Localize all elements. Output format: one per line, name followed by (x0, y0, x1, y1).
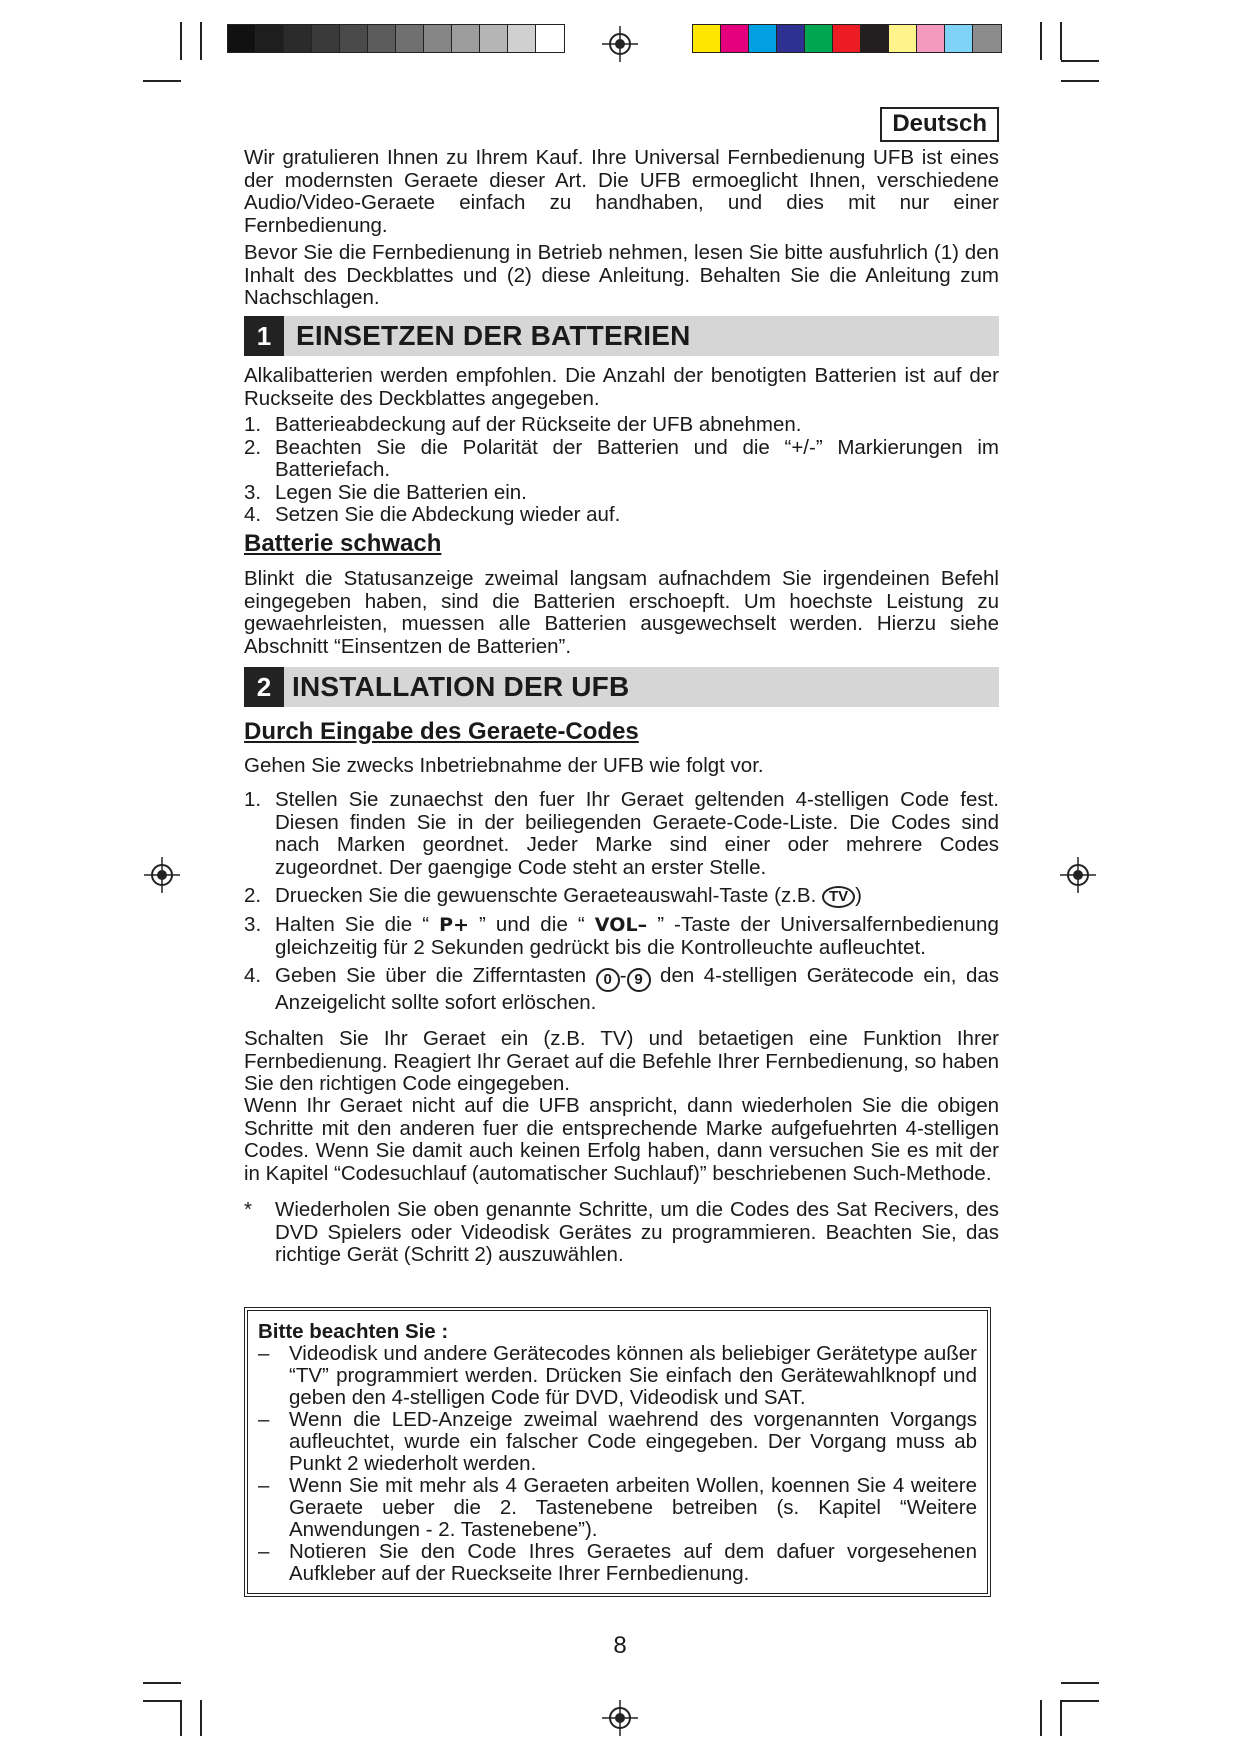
registration-target-icon (602, 1700, 638, 1736)
color-swatch (777, 25, 805, 52)
list-item: – Wenn die LED-Anzeige zweimal waehrend des vorgenannten Vorgangs aufleuchtet, wurde ein falscher Code eingegeben. Der Vorgang muss ab Punkt 2 wiederholt werden. (258, 1408, 977, 1475)
color-swatch (889, 25, 917, 52)
gray-swatch (396, 25, 424, 52)
subheading-code-entry: Durch Eingabe des Geraete-Codes (244, 718, 639, 745)
gray-swatch (480, 25, 508, 52)
list-item: 4. Geben Sie über die Zifferntasten 0 - 9 den 4-stelligen Gerätecode ein, das Anzeigelicht sollte sofort erlöschen. (244, 964, 999, 1014)
gray-swatch (228, 25, 256, 52)
installation-steps-list (244, 789, 999, 1015)
list-item: – Videodisk und andere Gerätecodes können als beliebiger Gerätetype außer “TV” programmiert werden. Drücken Sie einfach den Gerätewahlknopf und geben den 4-stelligen Code für DVD, Videodisk und SAT. (258, 1342, 977, 1409)
color-swatch (805, 25, 833, 52)
list-item: 2. Druecken Sie die gewuenschte Geraeteauswahl-Taste (z.B. TV ) (244, 884, 862, 907)
battery-low-text: Blinkt die Statusanzeige zweimal langsam aufnachdem Sie irgendeinen Befehl eingegeben haben, sind die Batterien erschoepft. Um hoechste Leistung zu gewaehrleisten, muessen alle Batterien ausgewechselt werden. Hierzu siehe Abschnitt “Einsentzen de Batterien”. (244, 567, 999, 658)
installation-paragraph: Schalten Sie Ihr Geraet ein (z.B. TV) und betaetigen eine Funktion Ihrer Fernbedienung. Reagiert Ihr Geraet auf die Befehle Ihrer Fernbedienung, so haben Sie den richtigen Code eingegeben. (244, 1027, 999, 1095)
gray-swatch (536, 25, 564, 52)
section-title: EINSETZEN DER BATTERIEN (296, 320, 691, 351)
list-item: 3. Halten Sie die “ P+ ” und die “ VOL– ” -Taste der Universalfernbedienung gleichzeitig für 2 Sekunden gedrückt bis die Kontrolleuchte aufleuchtet. (244, 913, 999, 959)
gray-swatch (368, 25, 396, 52)
color-swatch (973, 25, 1001, 52)
section-2-heading (244, 667, 999, 707)
program-plus-key-label: P+ (439, 914, 470, 936)
language-tab: Deutsch (880, 107, 999, 142)
gray-swatch (340, 25, 368, 52)
color-calibration-bars (692, 24, 1002, 53)
intro-paragraph: Bevor Sie die Fernbedienung in Betrieb nehmen, lesen Sie bitte ausfuhrlich (1) den Inhalt des Deckblattes und (2) diese Anleitung. Behalten Sie die Anleitung zum Nachschlagen. (244, 241, 999, 309)
list-item: 1. Stellen Sie zunaechst den fuer Ihr Geraet geltenden 4-stelligen Code fest. Diesen finden Sie in der beiliegenden Geraete-Code-Liste. Die Codes sind nach Marken geordnet. Jeder Marke sind einer oder mehrere Codes zugeordnet. Der gaengige Code steht an erster Stelle. (244, 788, 999, 879)
list-item: 4. Setzen Sie die Abdeckung wieder auf. (244, 503, 621, 526)
installation-paragraph: Wenn Ihr Geraet nicht auf die UFB anspricht, dann wiederholen Sie die obigen Schritte mit den anderen fuer die entsprechende Marke aufgefuehrten 4-stelligen Codes. Wenn Sie damit auch keinen Erfolg haben, dann versuchen Sie es mit der in Kapitel “Codesuchlauf (automatischer Suchlauf)” beschriebenen Such-Methode. (244, 1094, 999, 1185)
battery-steps-list (244, 414, 999, 527)
intro-paragraph: Wir gratulieren Ihnen zu Ihrem Kauf. Ihre Universal Fernbedienung UFB ist eines der modernsten Geraete dieser Art. Die UFB ermoeglicht Ihnen, verschiedene Audio/Video-Geraete einfach zu handhaben, und dies mit nur einer Fernbedienung. (244, 146, 999, 237)
list-item: – Notieren Sie den Code Ihres Geraetes auf dem dafuer vorgesehenen Aufkleber auf der Rueckseite Ihrer Fernbedienung. (258, 1540, 977, 1585)
list-item: – Wenn Sie mit mehr als 4 Geraeten arbeiten Wollen, koennen Sie 4 weitere Geraete ueber die 2. Tastenebene betreiben (s. Kapitel “Weitere Anwendungen - 2. Tastenebene”). (258, 1474, 977, 1541)
registration-target-icon (144, 857, 180, 893)
digit-nine-key-icon: 9 (627, 968, 651, 992)
color-swatch (917, 25, 945, 52)
list-item: 1. Batterieabdeckung auf der Rückseite der UFB abnehmen. (244, 413, 802, 436)
volume-minus-key-label: VOL– (594, 914, 648, 936)
note-box (244, 1307, 991, 1597)
gray-swatch (312, 25, 340, 52)
gray-swatch (284, 25, 312, 52)
color-swatch (749, 25, 777, 52)
gray-swatch (256, 25, 284, 52)
section-1-intro: Alkalibatterien werden empfohlen. Die Anzahl der benotigten Batterien ist auf der Ruckseite des Deckblattes angegeben. (244, 364, 999, 410)
registration-target-icon (602, 26, 638, 62)
list-item: 2. Beachten Sie die Polarität der Batterien und die “+/-” Markierungen im Batteriefach. (244, 435, 999, 481)
section-title: INSTALLATION DER UFB (292, 671, 630, 702)
registration-target-icon (1060, 857, 1096, 893)
section-1-heading (244, 316, 999, 356)
gray-calibration-bars (227, 24, 565, 53)
section-number: 1 (244, 316, 284, 356)
color-swatch (861, 25, 889, 52)
color-swatch (833, 25, 861, 52)
color-swatch (693, 25, 721, 52)
gray-swatch (508, 25, 536, 52)
color-swatch (945, 25, 973, 52)
list-item: * Wiederholen Sie oben genannte Schritte, um die Codes des Sat Recivers, des DVD Spielers oder Videodisk Gerätes zu programmieren. Beachten Sie, das richtige Gerät (Schritt 2) auszuwählen. (244, 1198, 999, 1266)
subheading-battery-low: Batterie schwach (244, 530, 442, 557)
page-number: 8 (613, 1632, 627, 1659)
list-item: 3. Legen Sie die Batterien ein. (244, 480, 527, 504)
color-swatch (721, 25, 749, 52)
note-title: Bitte beachten Sie : (258, 1320, 449, 1343)
gray-swatch (424, 25, 452, 52)
section-number: 2 (244, 667, 284, 707)
installation-lead: Gehen Sie zwecks Inbetriebnahme der UFB wie folgt vor. (244, 754, 764, 777)
gray-swatch (452, 25, 480, 52)
asterisk-note (244, 1199, 999, 1267)
digit-zero-key-icon: 0 (596, 968, 620, 992)
tv-key-icon: TV (822, 886, 855, 908)
